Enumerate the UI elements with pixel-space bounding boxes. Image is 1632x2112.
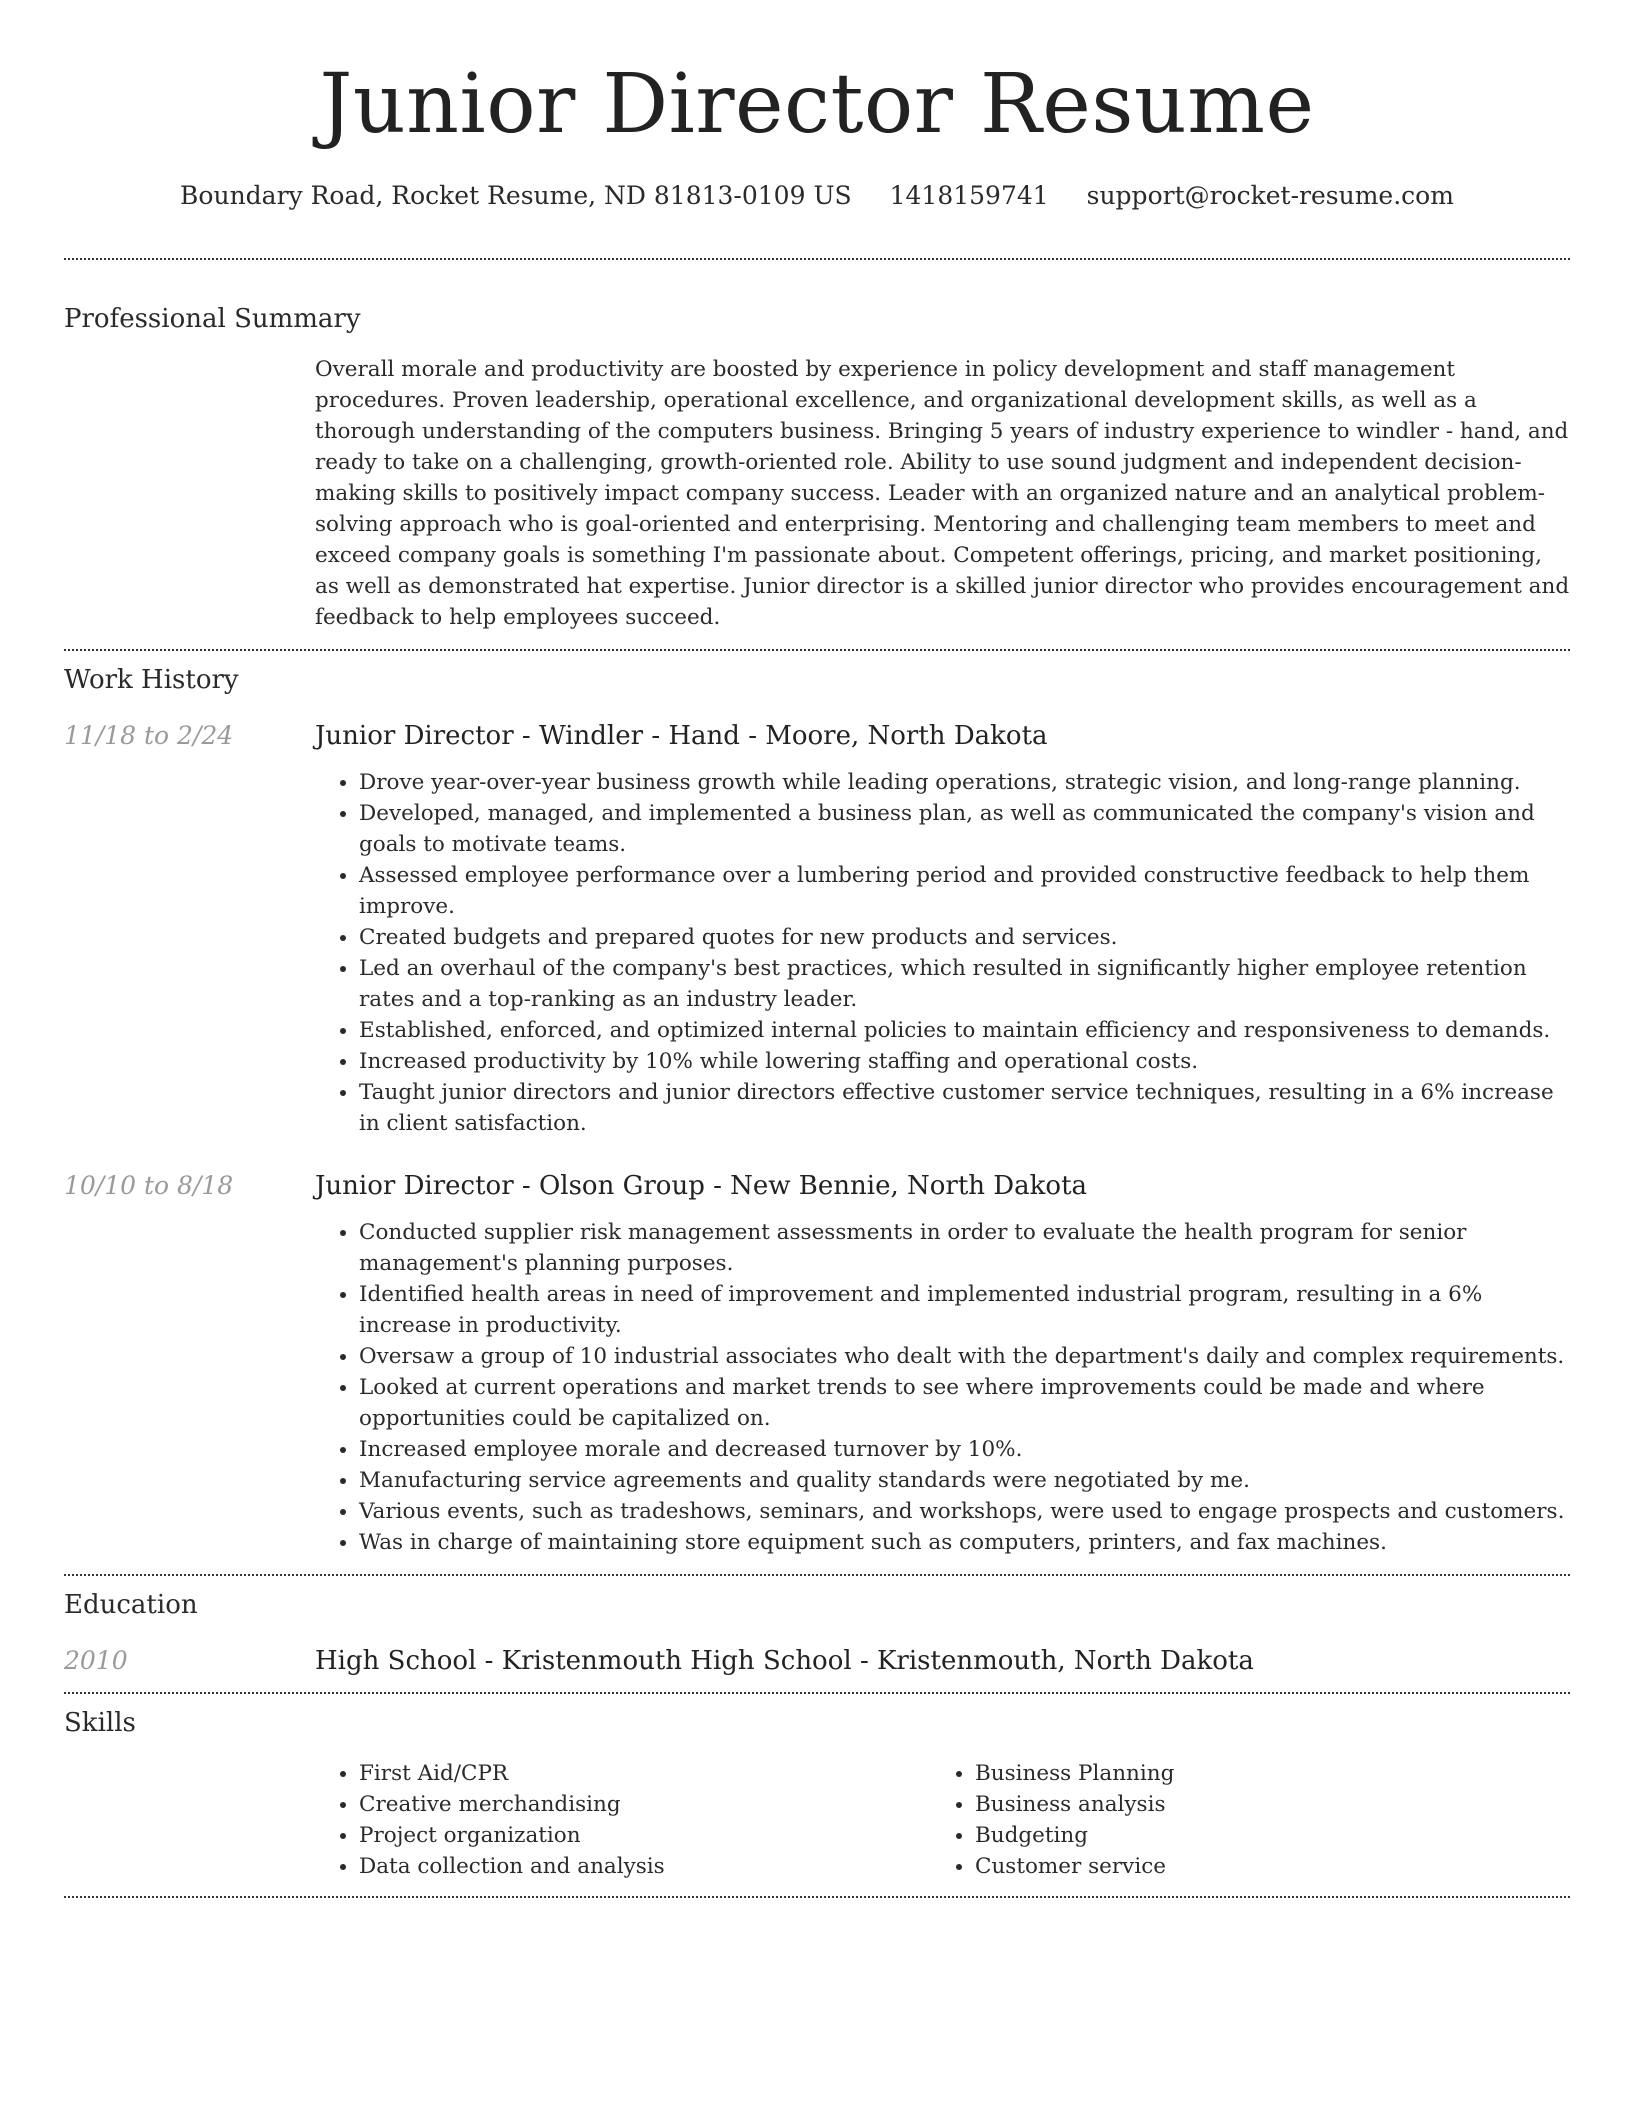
resume-title: Junior Director Resume — [319, 57, 1315, 152]
skill-item: • Budgeting — [975, 1820, 1547, 1851]
professional-summary-section — [64, 302, 1570, 633]
section-divider — [64, 1896, 1570, 1898]
job-bullet: • Established, enforced, and optimized internal policies to maintain efficiency and responsiveness to demands. — [359, 1015, 1570, 1046]
job-bullet: • Taught junior directors and junior directors effective customer service techniques, resulting in a 6% increase in client satisfaction. — [359, 1077, 1570, 1139]
skills-grid — [315, 1758, 1570, 1882]
job-entry — [64, 1169, 1570, 1558]
skill-item: • Business analysis — [975, 1789, 1547, 1820]
job-bullet: • Created budgets and prepared quotes for new products and services. — [359, 922, 1570, 953]
job-bullet: • Various events, such as tradeshows, seminars, and workshops, were used to engage prospects and customers. — [359, 1496, 1570, 1527]
section-heading: Skills — [64, 1708, 136, 1739]
education-title: High School - Kristenmouth High School - Kristenmouth, North Dakota — [315, 1646, 1254, 1677]
section-heading: Work History — [64, 665, 239, 696]
skills-section — [64, 1706, 1570, 1882]
resume-page — [64, 0, 1570, 1898]
skill-item: • Project organization — [359, 1820, 931, 1851]
job-dates: 11/18 to 2/24 — [64, 721, 234, 751]
summary-text: Overall morale and productivity are boosted by experience in policy development and staff management procedures. Proven leadership, operational excellence, and organizational development skills, as well as a thorough understanding of the computers business. Bringing 5 years of industry experience to windler - hand, and ready to take on a challenging, growth-oriented role. Ability to use sound judgment and independent decision-making skills to positively impact company success. Leader with an organized nature and an analytical problem-solving approach who is goal-oriented and enterprising. Mentoring and challenging team members to meet and exceed company goals is something I'm passionate about. Competent offerings, pricing, and market positioning, as well as demonstrated hat expertise. Junior director is a skilled junior director who provides encouragement and feedback to help employees succeed. — [315, 357, 1570, 631]
skills-list-right — [931, 1758, 1547, 1882]
skill-item: • Data collection and analysis — [359, 1851, 931, 1882]
education-entry — [64, 1644, 1570, 1678]
skills-list-left — [315, 1758, 931, 1882]
contact-phone: 1418159741 — [889, 181, 1049, 211]
contact-line — [64, 180, 1570, 212]
job-bullet: • Increased productivity by 10% while lowering staffing and operational costs. — [359, 1046, 1570, 1077]
education-year: 2010 — [64, 1646, 128, 1676]
job-bullet: • Led an overhaul of the company's best practices, which resulted in significantly higher employee retention rates and a top-ranking as an industry leader. — [359, 953, 1570, 1015]
job-title: Junior Director - Windler - Hand - Moore, North Dakota — [315, 721, 1048, 752]
skill-item: • Creative merchandising — [359, 1789, 931, 1820]
job-bullet: • Was in charge of maintaining store equipment such as computers, printers, and fax machines. — [359, 1527, 1570, 1558]
job-bullet: • Manufacturing service agreements and quality standards were negotiated by me. — [359, 1465, 1570, 1496]
job-bullet: • Developed, managed, and implemented a business plan, as well as communicated the company's vision and goals to motivate teams. — [359, 798, 1570, 860]
skill-item: • Customer service — [975, 1851, 1547, 1882]
section-divider — [64, 258, 1570, 260]
job-title: Junior Director - Olson Group - New Bennie, North Dakota — [315, 1171, 1088, 1202]
job-bullets — [315, 1217, 1570, 1558]
section-divider — [64, 1574, 1570, 1576]
section-divider — [64, 1692, 1570, 1694]
job-entry — [64, 719, 1570, 1139]
job-dates: 10/10 to 8/18 — [64, 1171, 234, 1201]
job-bullet: • Conducted supplier risk management assessments in order to evaluate the health program for senior management's planning purposes. — [359, 1217, 1570, 1279]
job-bullet: • Identified health areas in need of improvement and implemented industrial program, resulting in a 6% increase in productivity. — [359, 1279, 1570, 1341]
work-history-section — [64, 663, 1570, 1558]
skill-item: • First Aid/CPR — [359, 1758, 931, 1789]
contact-email: support@rocket-resume.com — [1086, 181, 1454, 211]
job-bullet: • Increased employee morale and decreased turnover by 10%. — [359, 1434, 1570, 1465]
education-section — [64, 1588, 1570, 1678]
section-divider — [64, 649, 1570, 651]
section-heading: Education — [64, 1590, 198, 1621]
job-bullet: • Oversaw a group of 10 industrial associates who dealt with the department's daily and complex requirements. — [359, 1341, 1570, 1372]
job-bullet: • Assessed employee performance over a lumbering period and provided constructive feedback to help them improve. — [359, 860, 1570, 922]
job-bullet: • Looked at current operations and market trends to see where improvements could be made and where opportunities could be capitalized on. — [359, 1372, 1570, 1434]
job-bullets — [315, 767, 1570, 1139]
job-bullet: • Drove year-over-year business growth while leading operations, strategic vision, and long-range planning. — [359, 767, 1570, 798]
contact-address: Boundary Road, Rocket Resume, ND 81813-0109 US — [180, 181, 852, 211]
section-heading: Professional Summary — [64, 304, 361, 335]
skill-item: • Business Planning — [975, 1758, 1547, 1789]
